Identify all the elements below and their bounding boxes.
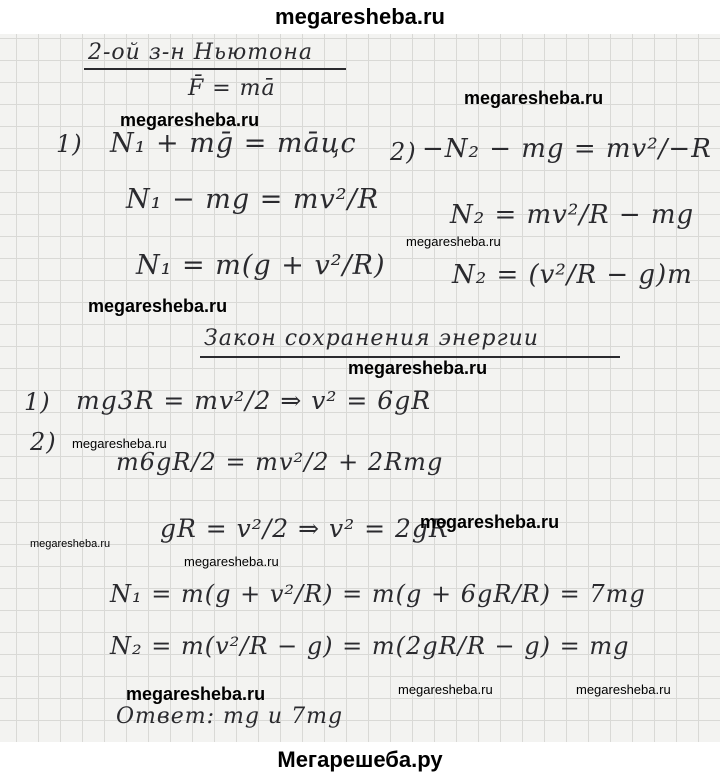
watermark: megaresheba.ru <box>30 538 111 550</box>
n1-equation-1: N₁ + mḡ = māцс <box>110 128 357 159</box>
notebook-page <box>0 34 720 742</box>
watermark: megaresheba.ru <box>576 682 671 697</box>
vector-law: F̄ = mā <box>188 76 276 101</box>
answer: Ответ: mg и 7mg <box>116 704 344 729</box>
final-n2-equation: N₂ = m(v²/R − g) = m(2gR/R − g) = mg <box>110 632 630 660</box>
watermark: megaresheba.ru <box>464 88 604 108</box>
energy-2-equation-2: gR = v²/2 ⇒ v² = 2gR <box>160 514 449 543</box>
n2-equation-3: N₂ = (v²/R − g)m <box>452 260 693 290</box>
watermark: megaresheba.ru <box>398 682 493 697</box>
watermark: megaresheba.ru <box>120 110 260 130</box>
energy-1-equation: mg3R = mv²/2 ⇒ v² = 6gR <box>76 386 432 415</box>
watermark: megaresheba.ru <box>406 234 501 249</box>
n2-equation-2: N₂ = mv²/R − mg <box>450 200 695 230</box>
watermark: megaresheba.ru <box>420 512 560 532</box>
n1-equation-3: N₁ = m(g + v²/R) <box>136 250 386 281</box>
energy-1-label: 1) <box>24 388 51 416</box>
part1-label: 1) <box>56 130 83 158</box>
n1-equation-2: N₁ − mg = mv²/R <box>126 184 380 215</box>
watermark: megaresheba.ru <box>88 296 228 316</box>
n2-equation-1: −N₂ − mg = mv²/−R <box>422 134 712 164</box>
energy-2-equation: m6gR/2 = mv²/2 + 2Rmg <box>116 448 444 476</box>
watermark: megaresheba.ru <box>72 436 167 451</box>
site-title-bottom: Мегарешеба.ру <box>0 742 720 778</box>
site-title-top: megaresheba.ru <box>0 0 720 34</box>
heading-newton-underline <box>84 68 346 70</box>
watermark: megaresheba.ru <box>348 358 488 378</box>
heading-newton: 2-ой з-н Ньютона <box>88 40 313 65</box>
part2-label: 2) <box>390 138 417 166</box>
final-n1-equation: N₁ = m(g + v²/R) = m(g + 6gR/R) = 7mg <box>110 580 646 608</box>
energy-2-label: 2) <box>30 428 57 456</box>
watermark: megaresheba.ru <box>184 554 279 569</box>
heading-energy: Закон сохранения энергии <box>204 326 539 351</box>
watermark: megaresheba.ru <box>126 684 266 704</box>
